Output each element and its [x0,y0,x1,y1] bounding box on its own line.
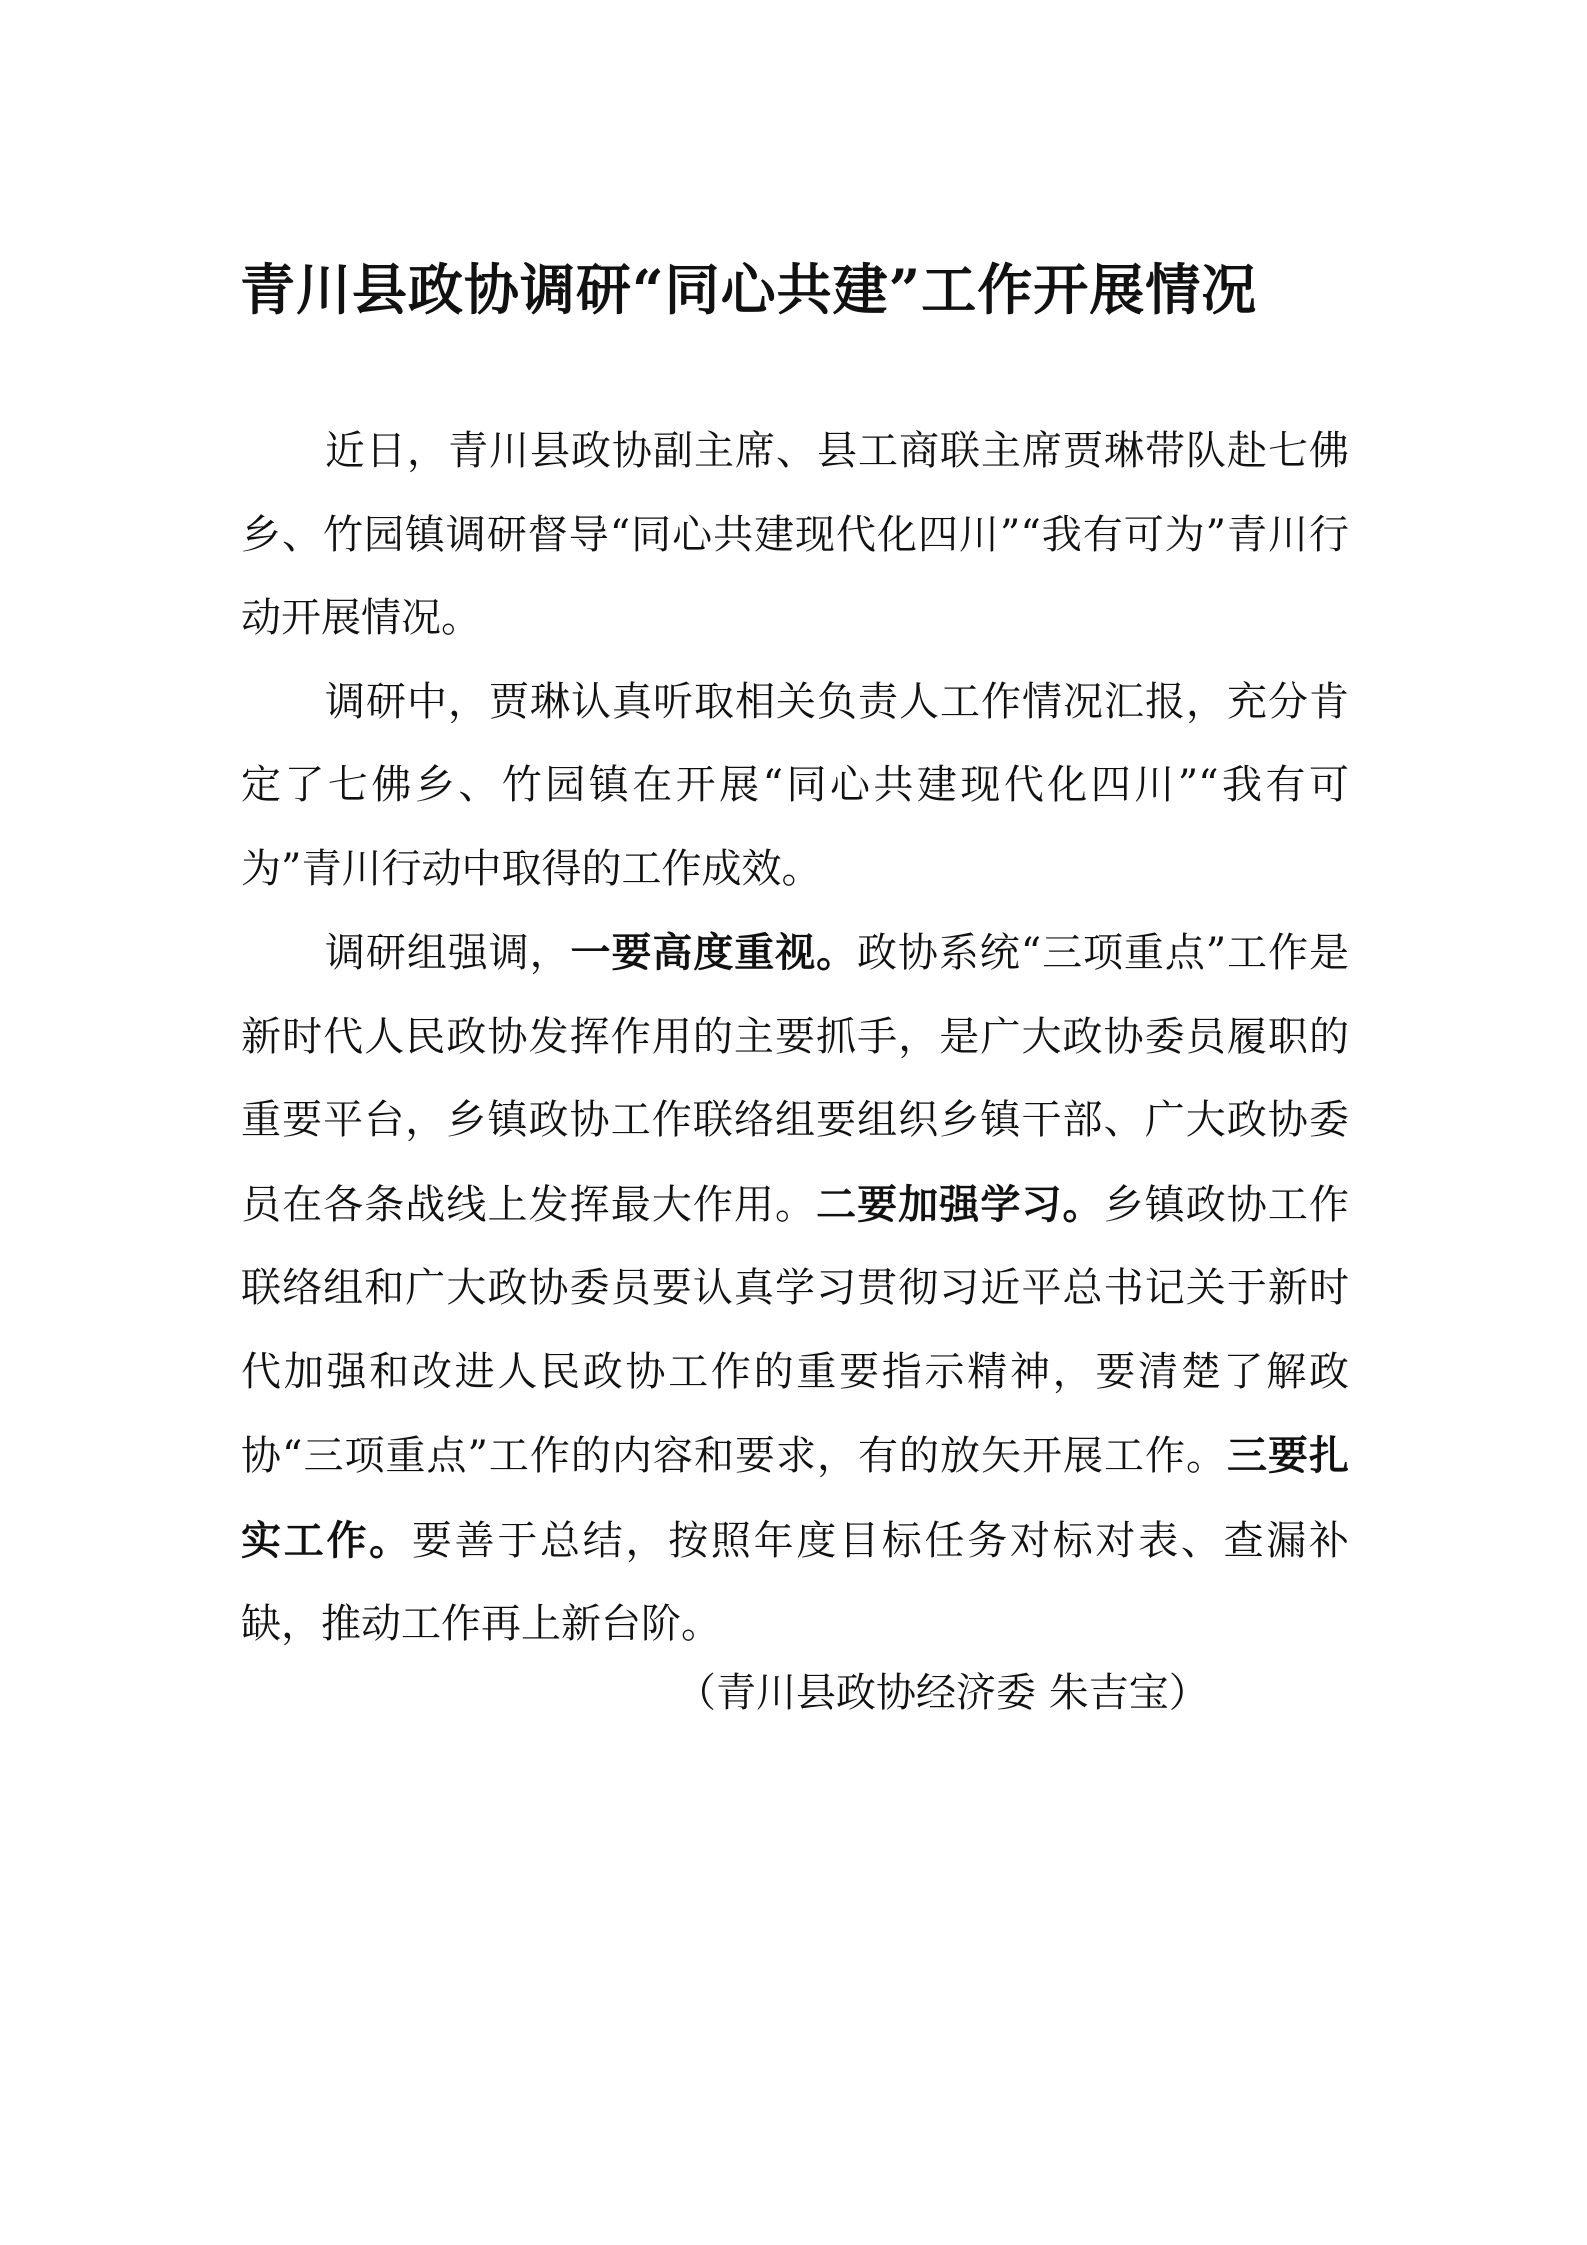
document-title: 青川县政协调研“同心共建”工作开展情况 [240,256,1258,322]
author-signature: （青川县政协经济委 朱吉宝） [676,1670,1209,1716]
paragraph-research: 调研中，贾琳认真听取相关负责人工作情况汇报，充分肯定了七佛乡、竹园镇在开展“同心共建现代化四川”“我有可为”青川行动中取得的工作成效。 [241,678,1349,892]
article-body [241,410,1349,1667]
point-two-heading: 二要加强学习。 [816,1180,1104,1228]
paragraph-requirements [241,911,1349,1667]
point-one-text: 政协系统“三项重点”工作是新时代人民政协发挥作用的主要抓手，是广大政协委员履职的重要平台，乡镇政协工作联络组要组织乡镇干部、广大政协委员在各条战线上发挥最大作用。 [241,930,1349,1228]
point-three-heading: 三要扎实工作。 [241,1432,1349,1564]
point-three-text: 要善于总结，按照年度目标任务对标对表、查漏补缺，推动工作再上新台阶。 [241,1517,1350,1647]
requirements-intro: 调研组强调， [325,930,571,976]
point-two-text: 乡镇政协工作联络组和广大政协委员要认真学习贯彻习近平总书记关于新时代加强和改进人民政协工作的重要指示精神，要清楚了解政协“三项重点”工作的内容和要求，有的放矢开展工作。 [241,1181,1350,1479]
paragraph-intro: 近日，青川县政协副主席、县工商联主席贾琳带队赴七佛乡、竹园镇调研督导“同心共建现代化四川”“我有可为”青川行动开展情况。 [241,428,1349,641]
point-one-heading: 一要高度重视。 [570,929,858,976]
